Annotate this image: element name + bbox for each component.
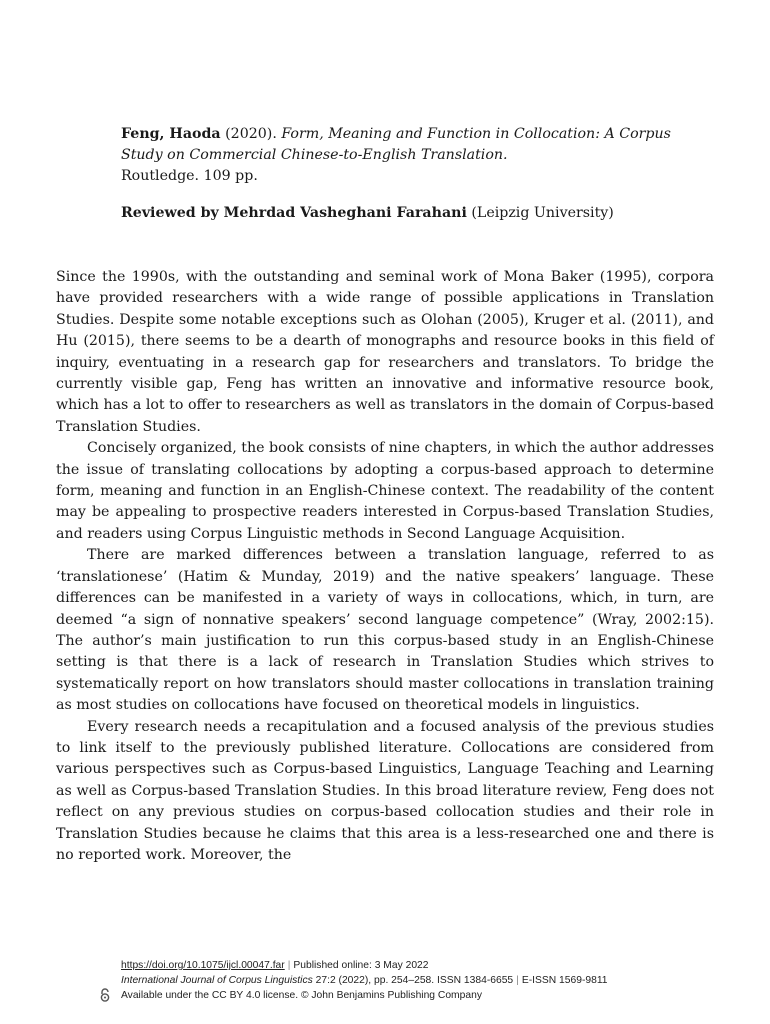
body-paragraph: Every research needs a recapitulation and a focused analysis of the previous studies to link itself to the previously published literature. Collocations are considered from various perspectives such as Corpus-based Linguistics, Language Teaching and Learning as well as Corpus-based Translation Studies. In this broad literature review, Feng does not reflect on any previous studies on corpus-based collocation studies and their role in Translation Studies because he claims that this area is a less-researched one and there is no reported work. Moreover, the <box>56 718 714 863</box>
journal-name: International Journal of Corpus Linguistics <box>121 975 313 986</box>
page-footer: https://doi.org/10.1075/ijcl.00047.far | Published online: 3 May 2022 International Journal of Corpus Linguistics 27:2 (2022), pp. 254–258. ISSN 1384-6655 | E-ISSN 1569-9811 Available under the CC BY 4.0 license. © John Benjamins Publishing Company <box>121 958 721 1003</box>
book-publisher: Routledge. 109 pp. <box>121 168 258 184</box>
review-body <box>56 267 714 866</box>
open-access-icon <box>99 988 111 1002</box>
reviewer-name: Reviewed by Mehrdad Vasheghani Farahani <box>121 205 467 221</box>
license-text: Available under the CC BY 4.0 license. <box>121 990 299 1001</box>
published-date: Published online: 3 May 2022 <box>293 960 429 971</box>
book-title: Form, Meaning and Function in Collocation: A Corpus Study on Commercial Chinese-to-English Translation. <box>121 126 671 163</box>
book-citation <box>121 124 681 187</box>
body-paragraph: Concisely organized, the book consists of nine chapters, in which the author addresses the issue of translating collocations by adopting a corpus-based approach to determine form, meaning and function in an English-Chinese context. The readability of the content may be appealing to prospective readers interested in Corpus-based Translation Studies, and readers using Corpus Linguistic methods in Second Language Acquisition. <box>56 440 714 542</box>
copyright-text: © John Benjamins Publishing Company <box>300 990 482 1001</box>
reviewer-affiliation: (Leipzig University) <box>471 205 614 221</box>
issn: ISSN 1384-6655 <box>437 975 514 986</box>
body-paragraph: Since the 1990s, with the outstanding and seminal work of Mona Baker (1995), corpora have provided researchers with a wide range of possible applications in Translation Studies. Despite some notable exceptions such as Olohan (2005), Kruger et al. (2011), and Hu (2015), there seems to be a dearth of monographs and resource books in this field of inquiry, eventuating in a research gap for researchers and translators. To bridge the currently visible gap, Feng has written an innovative and informative resource book, which has a lot to offer to researchers as well as translators in the domain of Corpus-based Translation Studies. <box>56 269 714 435</box>
reviewer-line <box>121 203 701 224</box>
eissn: E-ISSN 1569-9811 <box>521 975 608 986</box>
doi-link[interactable]: https://doi.org/10.1075/ijcl.00047.far <box>121 960 285 971</box>
book-year: (2020). <box>225 126 277 142</box>
volume-pages: 27:2 (2022), pp. 254–258. <box>315 975 435 986</box>
book-author: Feng, Haoda <box>121 126 221 142</box>
body-paragraph: There are marked differences between a translation language, referred to as ‘translationese’ (Hatim & Munday, 2019) and the native speakers’ language. These differences can be manifested in a variety of ways in collocations, which, in turn, are deemed “a sign of nonnative speakers’ second language competence” (Wray, 2002:15). The author’s main justification to run this corpus-based study in an English-Chinese setting is that there is a lack of research in Translation Studies which strives to systematically report on how translators should master collocations in translation training as most studies on collocations have focused on theoretical models in linguistics. <box>56 547 714 714</box>
